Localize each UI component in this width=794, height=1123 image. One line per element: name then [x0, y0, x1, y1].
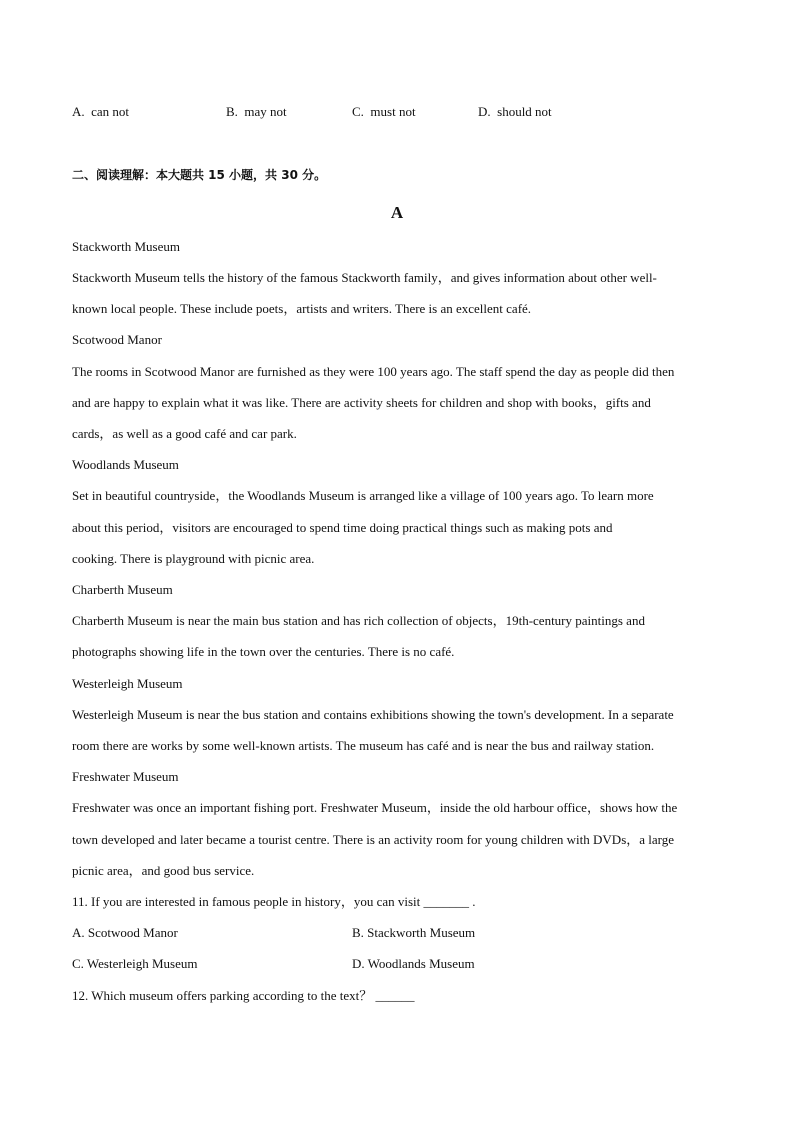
museum-name-westerleigh: Westerleigh Museum [72, 676, 183, 691]
question-11-option-d[interactable]: D. Woodlands Museum [352, 956, 475, 971]
museum-text-line: cooking. There is playground with picnic area. [72, 551, 315, 566]
prev-option-a: A. can not [72, 104, 130, 119]
museum-text-line: Westerleigh Museum is near the bus station and contains exhibitions showing the town's development. In a separate [72, 707, 674, 722]
museum-text-line: known local people. These include poets，artists and writers. There is an excellent café. [72, 301, 532, 316]
museum-text-line: about this period，visitors are encouraged to spend time doing practical things such as making pots and [72, 520, 613, 535]
prev-option-b: B. may not [226, 104, 287, 119]
section-heading: 二、阅读理解：本大题共 15 小题，共 30 分。 [72, 168, 327, 182]
museum-name-charberth: Charberth Museum [72, 582, 173, 597]
museum-text-line: room there are works by some well-known artists. The museum has café and is near the bus and railway station. [72, 738, 655, 753]
museum-text-line: Set in beautiful countryside，the Woodlands Museum is arranged like a village of 100 years ago. To learn more [72, 488, 654, 503]
museum-text-line: picnic area，and good bus service. [72, 863, 255, 878]
museum-name-woodlands: Woodlands Museum [72, 457, 179, 472]
museum-name-freshwater: Freshwater Museum [72, 769, 179, 784]
passage-label: A [390, 203, 404, 222]
museum-text-line: photographs showing life in the town over the centuries. There is no café. [72, 644, 455, 659]
museum-text-line: Charberth Museum is near the main bus station and has rich collection of objects，19th-century paintings and [72, 613, 645, 628]
museum-name-stackworth: Stackworth Museum [72, 239, 180, 254]
question-12-stem: 12. Which museum offers parking according to the text？ ______ [72, 988, 415, 1003]
museum-text-line: cards，as well as a good café and car park. [72, 426, 297, 441]
question-11-option-c[interactable]: C. Westerleigh Museum [72, 956, 198, 971]
museum-text-line: Stackworth Museum tells the history of the famous Stackworth family，and gives information about other well- [72, 270, 657, 285]
prev-option-c: C. must not [352, 104, 416, 119]
museum-text-line: Freshwater was once an important fishing port. Freshwater Museum，inside the old harbour office，shows how the [72, 800, 678, 815]
question-11-option-b[interactable]: B. Stackworth Museum [352, 925, 476, 940]
museum-name-scotwood: Scotwood Manor [72, 332, 162, 347]
prev-option-d: D. should not [478, 104, 552, 119]
museum-text-line: The rooms in Scotwood Manor are furnished as they were 100 years ago. The staff spend the day as people did then [72, 364, 675, 379]
museum-text-line: town developed and later became a tourist centre. There is an activity room for young children with DVDs，a large [72, 832, 675, 847]
question-11-option-a[interactable]: A. Scotwood Manor [72, 925, 178, 940]
museum-text-line: and are happy to explain what it was like. There are activity sheets for children and shop with books，gifts and [72, 395, 651, 410]
question-11-stem: 11. If you are interested in famous people in history，you can visit _______ . [72, 894, 476, 909]
